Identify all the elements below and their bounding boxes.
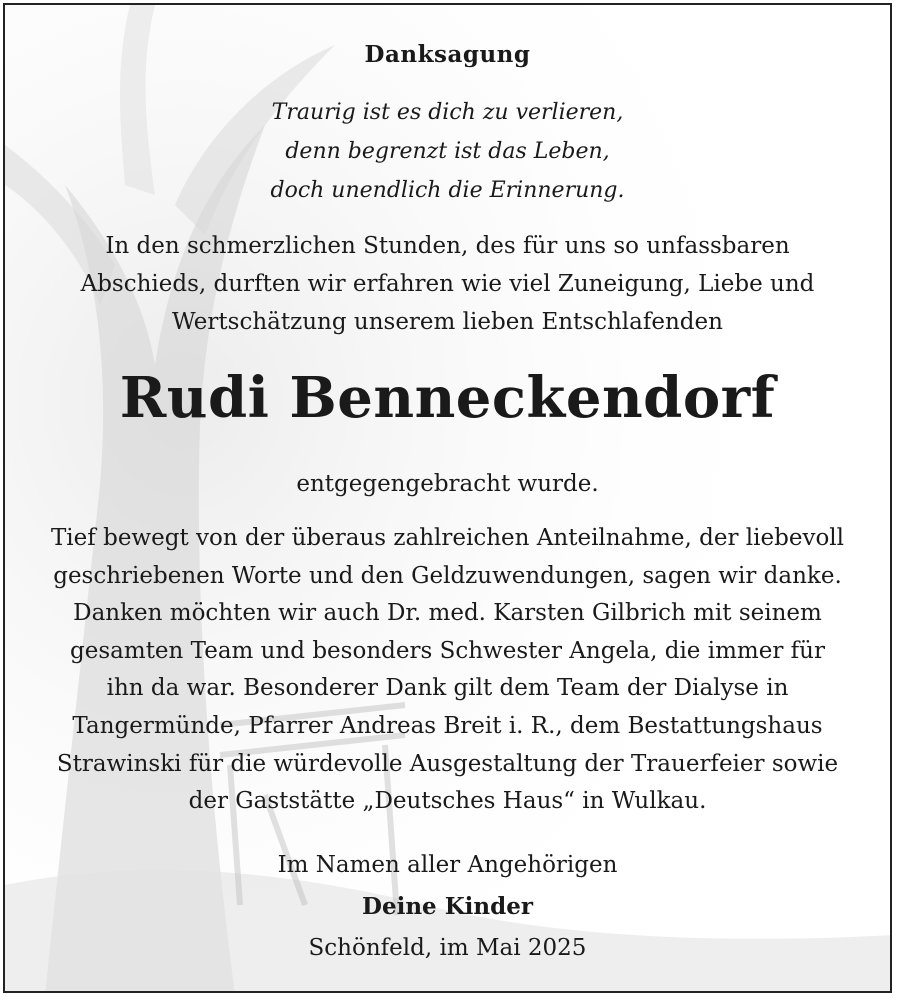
thanks-line: Tief bewegt von der überaus zahlreichen Anteilnahme, der liebevoll: [50, 525, 845, 551]
thanks-line: Tangermünde, Pfarrer Andreas Breit i. R., dem Bestattungshaus: [72, 712, 823, 739]
signature: Deine Kinder: [362, 893, 533, 920]
heading: Danksagung: [364, 41, 531, 68]
intro-line: In den schmerzlichen Stunden, des für uns so unfassbaren: [105, 233, 790, 259]
intro-line: Abschieds, durften wir erfahren wie viel Zuneigung, Liebe und: [80, 271, 815, 297]
thanks-line: ihn da war. Besonderer Dank gilt dem Team der Dialyse in: [106, 675, 789, 702]
thanks-paragraph: [5, 520, 890, 821]
poem: [5, 93, 890, 210]
closing-block: [5, 844, 890, 928]
poem-line: doch unendlich die Erinnerung.: [270, 178, 625, 203]
intro-paragraph: [5, 227, 890, 341]
poem-line: denn begrenzt ist das Leben,: [285, 139, 610, 164]
closing-line: Im Namen aller Angehörigen: [277, 852, 618, 878]
deceased-name: Rudi Benneckendorf: [119, 365, 776, 431]
thanks-line: geschriebenen Worte und den Geldzuwendungen, sagen wir danke.: [53, 562, 842, 589]
thanks-line: Strawinski für die würdevolle Ausgestaltung der Trauerfeier sowie: [56, 750, 839, 777]
thanks-line: gesamten Team und besonders Schwester Angela, die immer für: [70, 637, 825, 664]
thanks-line: der Gaststätte „Deutsches Haus“ in Wulkau.: [188, 788, 707, 815]
obituary-card: [3, 3, 892, 993]
after-name-text: entgegengebracht wurde.: [296, 471, 599, 497]
poem-line: Traurig ist es dich zu verlieren,: [271, 100, 624, 125]
intro-line: Wertschätzung unserem lieben Entschlafenden: [172, 309, 723, 335]
place-date: Schönfeld, im Mai 2025: [308, 935, 587, 961]
thanks-line: Danken möchten wir auch Dr. med. Karsten Gilbrich mit seinem: [73, 600, 822, 627]
